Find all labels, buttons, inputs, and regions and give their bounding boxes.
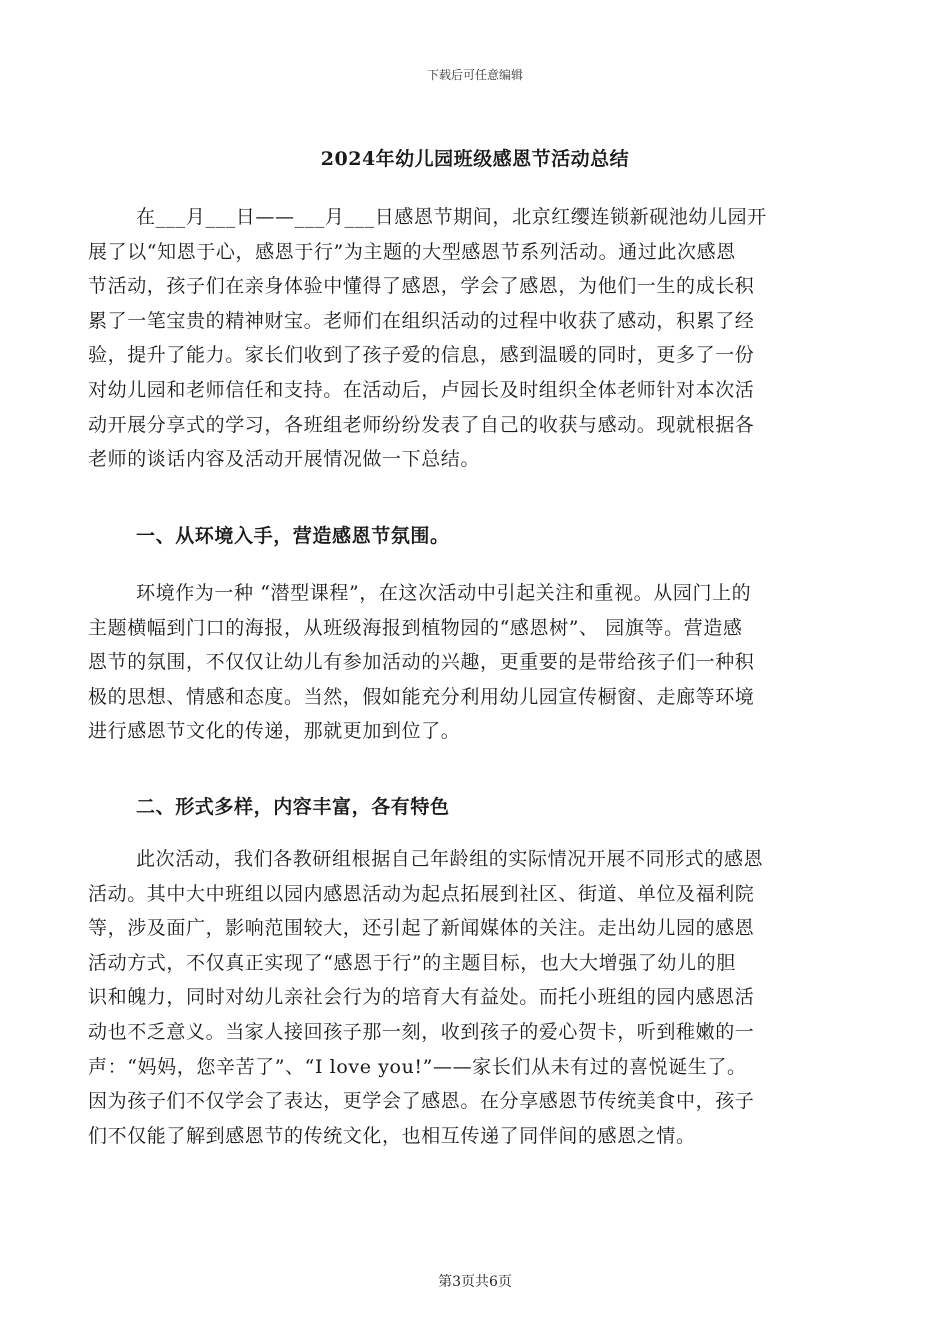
paragraph-line: 声：“妈妈，您辛苦了”、“I love you!”——家长们从未有过的喜悦诞生了。 [88, 1055, 747, 1078]
paragraph-line: 极的思想、情感和态度。当然，假如能充分利用幼儿园宣传橱窗、走廊等环境 [88, 685, 755, 708]
paragraph-line: 活动方式，不仅真正实现了“感恩于行”的主题目标，也大大增强了幼儿的胆 [88, 951, 736, 974]
paragraph-line: 节活动，孩子们在亲身体验中懂得了感恩，学会了感恩，为他们一生的成长积 [88, 275, 755, 298]
paragraph-line: 动开展分享式的学习，各班组老师纷纷发表了自己的收获与感动。现就根据各 [88, 413, 755, 436]
paragraph-line: 对幼儿园和老师信任和支持。在活动后，卢园长及时组织全体老师针对本次活 [88, 378, 755, 401]
paragraph-line: 等，涉及面广，影响范围较大，还引起了新闻媒体的关注。走出幼儿园的感恩 [88, 917, 755, 940]
paragraph-line: 进行感恩节文化的传递，那就更加到位了。 [88, 720, 461, 743]
paragraph-line: 们不仅能了解到感恩节的传统文化，也相互传递了同伴间的感恩之情。 [88, 1124, 696, 1147]
paragraph-line: 活动。其中大中班组以园内感恩活动为起点拓展到社区、街道、单位及福利院 [88, 882, 755, 905]
paragraph-line: 环境作为一种 “潜型课程”，在这次活动中引起关注和重视。从园门上的 [136, 582, 752, 604]
page-number: 第3页共6页 [438, 1274, 512, 1290]
paragraph-line: 在___月___日——___月___日感恩节期间，北京红缨连锁新砚池幼儿园开 [136, 206, 767, 228]
intro-paragraph [88, 200, 866, 477]
paragraph-line: 老师的谈话内容及活动开展情况做一下总结。 [88, 448, 481, 471]
section2-paragraph [88, 842, 866, 1153]
document-title: 2024年幼儿园班级感恩节活动总结 [320, 148, 630, 170]
paragraph-line: 展了以“知恩于心，感恩于行”为主题的大型感恩节系列活动。通过此次感恩 [88, 240, 736, 263]
paragraph-line: 识和魄力，同时对幼儿亲社会行为的培育大有益处。而托小班组的园内感恩活 [88, 986, 755, 1009]
paragraph-line: 验，提升了能力。家长们收到了孩子爱的信息，感到温暖的同时，更多了一份 [88, 344, 755, 367]
paragraph-line: 动也不乏意义。当家人接回孩子那一刻，收到孩子的爱心贺卡，听到稚嫩的一 [88, 1020, 755, 1043]
section-heading-1: 一、从环境入手，营造感恩节氛围。 [136, 525, 450, 547]
paragraph-line: 累了一笔宝贵的精神财宝。老师们在组织活动的过程中收获了感动，积累了经 [88, 309, 755, 332]
paragraph-line: 恩节的氛围，不仅仅让幼儿有参加活动的兴趣，更重要的是带给孩子们一种积 [88, 651, 755, 674]
section-heading-2: 二、形式多样，内容丰富，各有特色 [136, 796, 450, 818]
paragraph-line: 此次活动，我们各教研组根据自己年龄组的实际情况开展不同形式的感恩 [136, 848, 764, 870]
paragraph-line: 主题横幅到门口的海报，从班级海报到植物园的“感恩树”、 园旗等。营造感 [88, 616, 743, 639]
header-note: 下载后可任意编辑 [426, 68, 523, 82]
paragraph-line: 因为孩子们不仅学会了表达，更学会了感恩。在分享感恩节传统美食中，孩子 [88, 1090, 755, 1113]
section1-paragraph [88, 576, 866, 749]
